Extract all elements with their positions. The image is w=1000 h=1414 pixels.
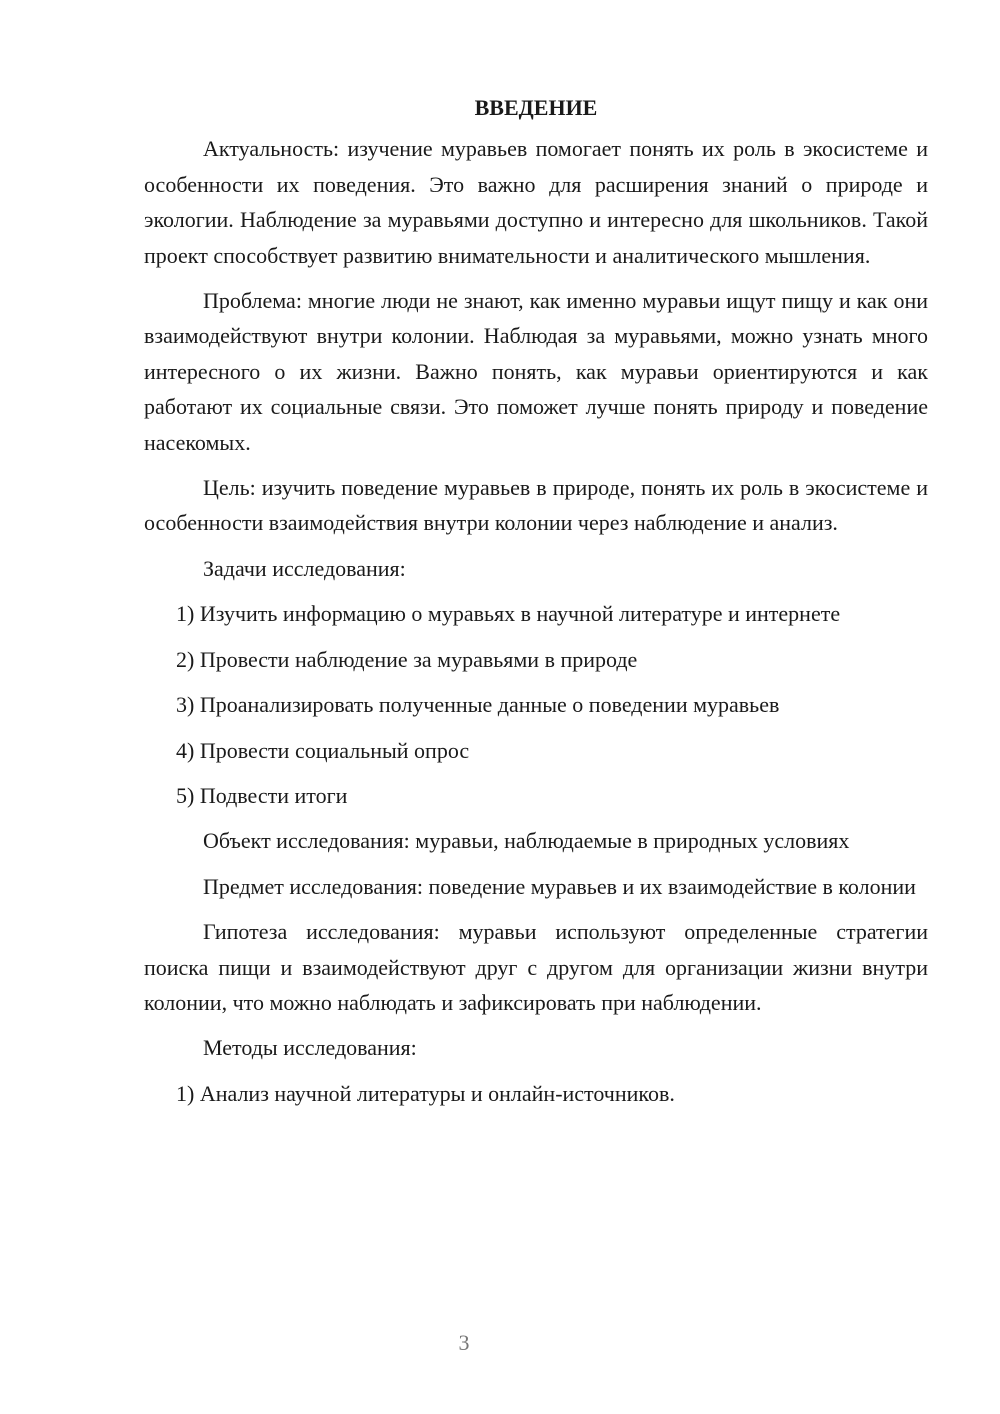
document-page	[144, 90, 928, 1121]
section-title: ВВЕДЕНИЕ	[474, 95, 598, 120]
hypothesis-paragraph: Гипотеза исследования: муравьи используют определенные стратегии поиска пищи и взаимодействуют друг с другом для организации жизни внутри колонии, что можно наблюдать и зафиксировать при наблюдении.	[144, 919, 928, 1015]
tasks-heading: Задачи исследования:	[203, 555, 406, 581]
problem-paragraph: Проблема: многие люди не знают, как именно муравьи ищут пищу и как они взаимодействуют внутри колонии. Наблюдая за муравьями, можно узнать много интересного о их жизни. Важно понять, как муравьи ориентируются и как работают их социальные связи. Это поможет лучше понять природу и поведение насекомых.	[144, 288, 928, 455]
object-paragraph: Объект исследования: муравьи, наблюдаемые в природных условиях	[203, 828, 850, 854]
task-item: 5) Подвести итоги	[176, 782, 348, 808]
method-item: 1) Анализ научной литературы и онлайн-источников.	[176, 1080, 675, 1106]
tasks-list	[144, 596, 928, 813]
page-number: 3	[458, 1330, 470, 1355]
methods-heading: Методы исследования:	[203, 1035, 417, 1061]
subject-paragraph: Предмет исследования: поведение муравьев и их взаимодействие в колонии	[203, 873, 916, 899]
goal-paragraph: Цель: изучить поведение муравьев в природе, понять их роль в экосистеме и особенности взаимодействия внутри колонии через наблюдение и анализ.	[144, 475, 928, 536]
task-item: 4) Провести социальный опрос	[176, 737, 470, 763]
actuality-paragraph: Актуальность: изучение муравьев помогает понять их роль в экосистеме и особенности их поведения. Это важно для расширения знаний о природе и экологии. Наблюдение за муравьями доступно и интересно для школьников. Такой проект способствует развитию внимательности и аналитического мышления.	[144, 136, 928, 268]
task-item: 2) Провести наблюдение за муравьями в природе	[176, 646, 638, 672]
task-item: 1) Изучить информацию о муравьях в научной литературе и интернете	[176, 601, 841, 627]
task-item: 3) Проанализировать полученные данные о поведении муравьев	[176, 692, 780, 718]
methods-list	[144, 1076, 928, 1111]
